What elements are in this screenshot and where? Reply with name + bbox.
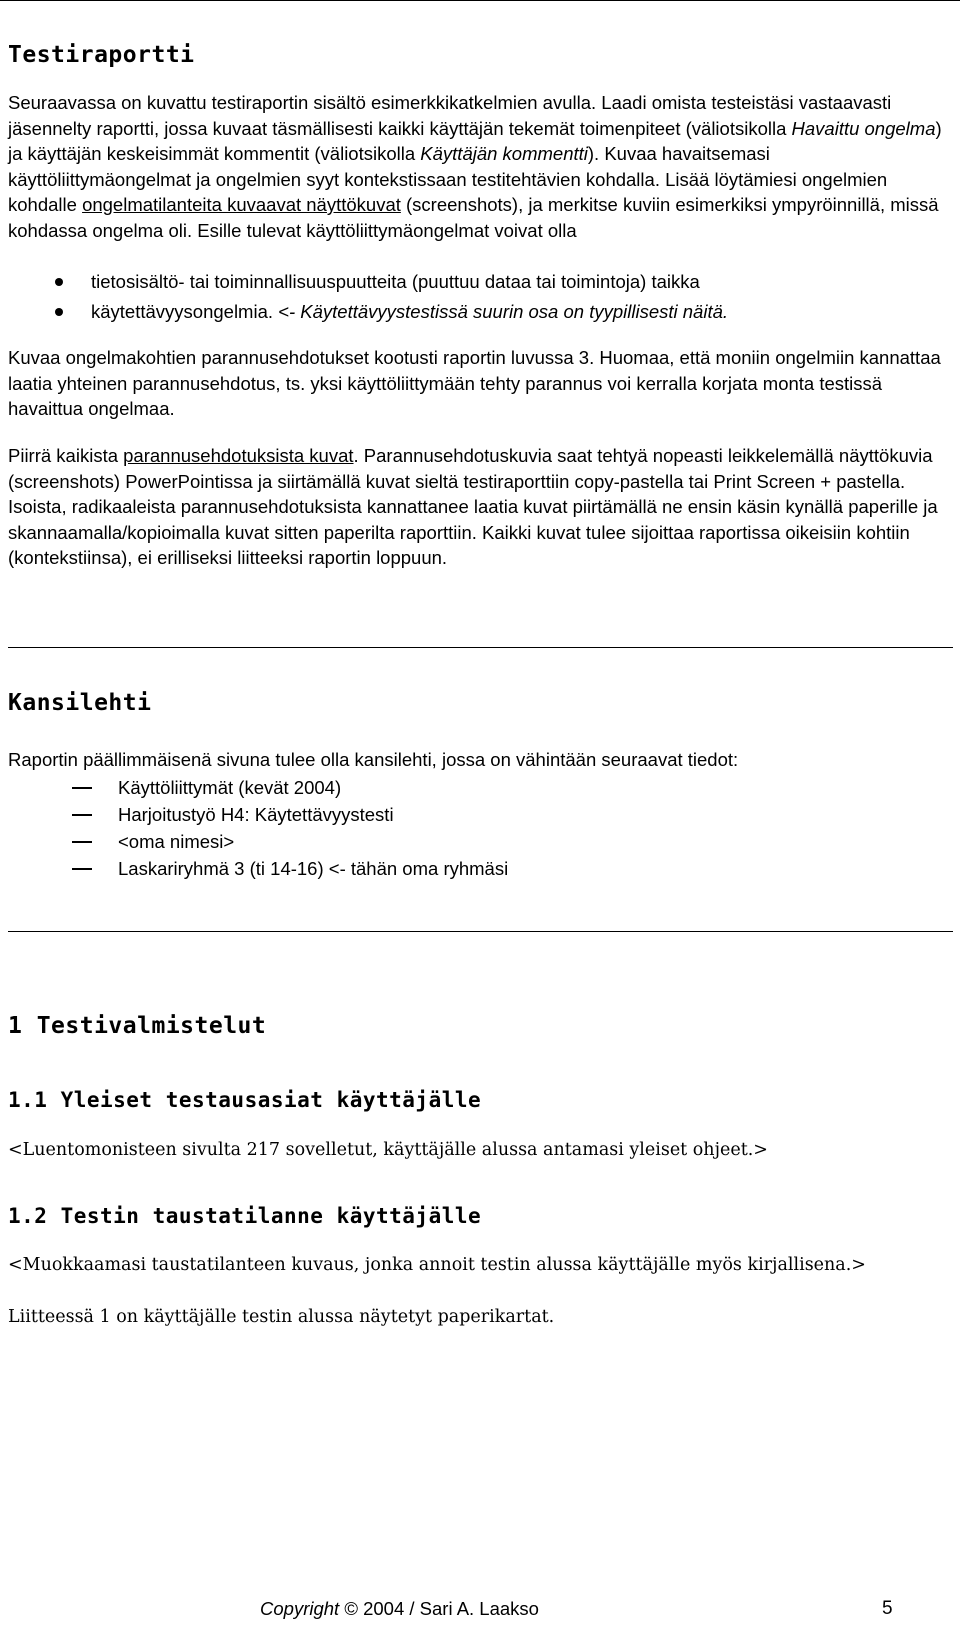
page-number: 5: [882, 1598, 893, 1619]
cover-page-items: [8, 774, 508, 882]
taustatilanne-text: <Muokkaamasi taustatilanteen kuvaus, jonka annoit testin alussa käyttäjälle myös kirjallisena.>: [8, 1255, 866, 1275]
footer-copyright: Copyright © 2004 / Sari A. Laakso: [260, 1598, 539, 1619]
list-item: tietosisältö- tai toiminnallisuuspuutteita (puuttuu dataa tai toimintoja) taikka: [8, 269, 953, 295]
heading-testivalmistelut: 1 Testivalmistelut: [8, 1013, 267, 1039]
yleiset-testausasiat-text: <Luentomonisteen sivulta 217 sovelletut, käyttäjälle alussa antamasi yleiset ohjeet.>: [8, 1140, 768, 1160]
underlined-screenshots-phrase: ongelmatilanteita kuvaavat näyttökuvat: [82, 194, 401, 215]
testiraportti-para3: Piirrä kaikista parannusehdotuksista kuvat. Parannusehdotuskuvia saat tehtyä nopeasti leikkelemällä näyttökuvia (screenshots) PowerPointissa ja siirtämällä kuvat sieltä testiraporttiin copy-pastella tai Print Screen + pastella. Isoista, radikaaleista parannusehdotuksista kannattanee laatia kuvat piirtämällä ne ensin käsin kynällä paperille ja skannaamalla/kopioimalla kuvat sitten paperilta raporttiin. Kaikki kuvat tulee sijoittaa raportissa oikeisiin kohtiin (kontekstiinsa), ei erilliseksi liitteeksi raportin loppuun.: [8, 445, 938, 568]
kansilehti-intro: Raportin päällimmäisenä sivuna tulee olla kansilehti, jossa on vähintään seuraavat tiedot:: [8, 749, 739, 770]
testiraportti-para2: Kuvaa ongelmakohtien parannusehdotukset kootusti raportin luvussa 3. Huomaa, että moniin ongelmiin kannattaa laatia yhteinen parannusehdotus, ts. yksi käyttöliittymään tehty parannus voi kerralla korjata monta testissä havaittua ongelmaa.: [8, 347, 941, 419]
heading-yleiset-testausasiat: 1.1 Yleiset testausasiat käyttäjälle: [8, 1088, 482, 1112]
heading-testin-taustatilanne: 1.2 Testin taustatilanne käyttäjälle: [8, 1204, 482, 1228]
section-divider: [8, 931, 953, 932]
heading-kansilehti: Kansilehti: [8, 690, 152, 716]
list-item: <oma nimesi>: [8, 828, 508, 855]
bullet-icon: [55, 308, 63, 316]
dash-icon: [72, 787, 92, 789]
top-rule: [0, 0, 960, 1]
list-item: Harjoitustyö H4: Käytettävyystesti: [8, 801, 508, 828]
dash-icon: [72, 841, 92, 843]
bullet-icon: [55, 278, 63, 286]
list-item: Laskariryhmä 3 (ti 14-16) <- tähän oma ryhmäsi: [8, 855, 508, 882]
heading-testiraportti: Testiraportti: [8, 42, 195, 68]
section-divider: [8, 647, 953, 648]
problem-types-list: [8, 269, 953, 325]
list-item: Käyttöliittymät (kevät 2004): [8, 774, 508, 801]
list-item: käytettävyysongelmia. <- Käytettävyystestissä suurin osa on tyypillisesti näitä.: [8, 299, 953, 325]
underlined-improvement-pictures: parannusehdotuksista kuvat: [123, 445, 354, 466]
dash-icon: [72, 814, 92, 816]
dash-icon: [72, 868, 92, 870]
liite-text: Liitteessä 1 on käyttäjälle testin alussa näytetyt paperikartat.: [8, 1307, 555, 1327]
testiraportti-intro: Seuraavassa on kuvattu testiraportin sisältö esimerkkikatkelmien avulla. Laadi omista testeistäsi vastaavasti jäsennelty raportti, jossa kuvaat täsmällisesti kaikki käyttäjän tekemät toimenpiteet (väliotsikolla Havaittu ongelma) ja käyttäjän keskeisimmät kommentit (väliotsikolla Käyttäjän kommentti). Kuvaa havaitsemasi käyttöliittymäongelmat ja ongelmien syyt kontekstissaan testitehtävien kohdalla. Lisää löytämiesi ongelmien kohdalle ongelmatilanteita kuvaavat näyttökuvat (screenshots), ja merkitse kuviin esimerkiksi ympyröinnillä, missä kohdassa ongelma oli. Esille tulevat käyttöliittymäongelmat voivat olla: [8, 92, 942, 241]
